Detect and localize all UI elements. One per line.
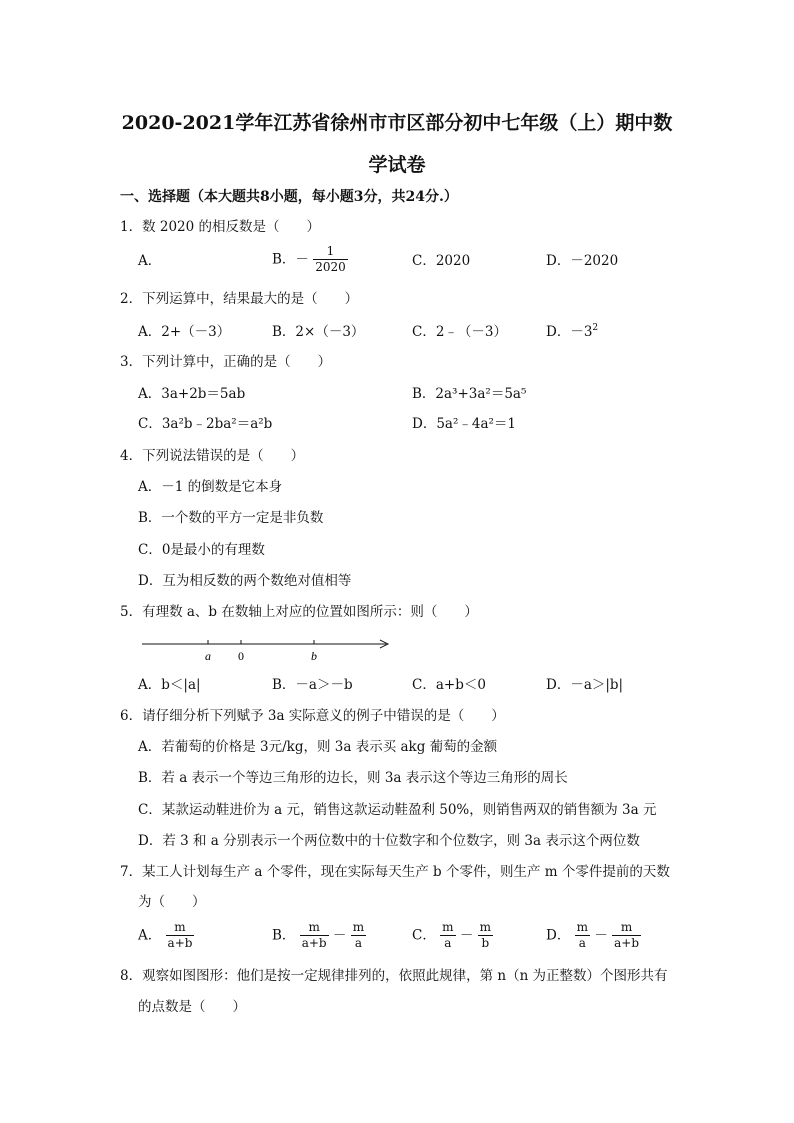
question-6-option-a: A．若葡萄的价格是 3元/kg，则 3a 表示买 akg 葡萄的金额 (138, 739, 498, 755)
question-6-stem: 6．请仔细分析下列赋予 3a 实际意义的例子中错误的是（ ） (120, 708, 505, 724)
fraction (612, 920, 641, 951)
question-5-option-a: A．b＜|a| (138, 677, 201, 693)
fraction-numerator: m (612, 920, 641, 936)
question-8-stem-line1: 8．观察如图图形：他们是按一定规律排列的，依照此规律，第 n（n 为正整数）个图形共有 (120, 968, 668, 984)
question-8-stem-line2: 的点数是（ ） (138, 999, 246, 1015)
question-2-option-c: C．2﹣（－3） (412, 324, 508, 340)
question-4-option-c: C．0是最小的有理数 (138, 542, 265, 558)
fraction-numerator: 1 (313, 244, 348, 260)
question-1-option-a: A． (138, 253, 162, 269)
option-letter: A． (138, 927, 162, 944)
question-5-option-c: C．a+b＜0 (412, 677, 486, 693)
label-b: b (311, 649, 317, 663)
exam-title-line2: 学试卷 (368, 154, 426, 176)
question-7-option-a (138, 920, 194, 951)
minus-sign: － (332, 927, 347, 944)
fraction-denominator: a (578, 936, 586, 950)
question-2-stem: 2．下列运算中，结果最大的是（ ） (120, 291, 359, 307)
question-6-option-b: B．若 a 表示一个等边三角形的边长，则 3a 表示这个等边三角形的周长 (138, 770, 568, 786)
section-heading: 一、选择题（本大题共8小题，每小题3分，共24分.） (120, 189, 458, 205)
label-zero: 0 (238, 649, 244, 663)
fraction-numerator: m (442, 920, 454, 934)
question-5-stem: 5．有理数 a、b 在数轴上对应的位置如图所示：则（ ） (120, 604, 478, 620)
fraction (166, 920, 195, 951)
fraction-denominator: a (444, 936, 452, 950)
fraction-denominator: a+b (301, 936, 327, 950)
question-3-option-d: D．5a²﹣4a²＝1 (412, 416, 517, 432)
question-6-option-d: D．若 3 和 a 分别表示一个两位数中的十位数字和个位数字，则 3a 表示这个两位数 (138, 833, 640, 849)
question-4-option-d: D．互为相反数的两个数绝对值相等 (138, 573, 352, 589)
question-3-option-c: C．3a²b﹣2ba²＝a²b (138, 416, 273, 432)
option-d-base: D．－3 (546, 324, 593, 340)
question-3-option-a: A．3a+2b＝5ab (138, 386, 246, 402)
fraction-denominator: b (481, 936, 490, 950)
fraction (300, 920, 329, 951)
question-6-option-c: C．某款运动鞋进价为 a 元，销售这款运动鞋盈利 50%，则销售两双的销售额为 3a 元 (138, 802, 657, 818)
question-5-option-b: B．－a＞－b (272, 677, 353, 693)
exam-title-line1: 2020-2021学年江苏省徐州市市区部分初中七年级（上）期中数 (121, 112, 673, 134)
question-4-option-a: A．－1 的倒数是它本身 (138, 479, 283, 495)
question-7-option-b (272, 920, 366, 951)
question-3-stem: 3．下列计算中，正确的是（ ） (120, 354, 332, 370)
question-1-option-d: D．－2020 (546, 253, 619, 269)
question-7-option-d (546, 920, 641, 951)
fraction-denominator: a+b (167, 936, 193, 950)
option-letter: C． (412, 927, 436, 944)
question-2-option-b: B．2×（－3） (272, 324, 365, 340)
question-4-option-b: B．一个数的平方一定是非负数 (138, 510, 324, 526)
question-5-option-d: D．－a＞|b| (546, 677, 624, 693)
question-7-stem-line1: 7．某工人计划每生产 a 个零件，现在实际每天生产 b 个零件，则生产 m 个零件提前的天数 (120, 864, 670, 880)
fraction-numerator: m (166, 920, 195, 936)
question-2-option-d (546, 323, 598, 341)
fraction-denominator: a (354, 936, 362, 950)
question-1-option-c: C．2020 (412, 253, 471, 269)
fraction-numerator: m (576, 920, 589, 934)
fraction (440, 920, 455, 951)
option-letter: B． (272, 927, 296, 944)
option-letter: D． (546, 927, 571, 944)
fraction (351, 920, 366, 951)
question-7-stem-line2: 为（ ） (138, 894, 206, 910)
minus-sign: － (594, 927, 608, 944)
minus-sign: － (459, 927, 474, 944)
fraction-denominator: 2020 (315, 260, 346, 274)
fraction-numerator: m (352, 920, 365, 934)
question-1-stem: 1．数 2020 的相反数是（ ） (120, 219, 321, 235)
question-3-option-b: B．2a³+3a²＝5a⁵ (412, 386, 527, 402)
fraction-numerator: m (479, 920, 492, 934)
option-b-prefix: B．－ (272, 251, 309, 268)
fraction (575, 920, 590, 951)
question-2-option-a: A．2+（－3） (138, 324, 231, 340)
fraction (478, 920, 493, 951)
label-a: a (205, 649, 211, 663)
question-1-option-b (272, 244, 348, 275)
fraction-denominator: a+b (614, 936, 639, 950)
question-4-stem: 4．下列说法错误的是（ ） (120, 448, 305, 464)
fraction (313, 244, 348, 275)
fraction-numerator: m (300, 920, 329, 936)
question-7-option-c (412, 920, 493, 951)
option-d-exponent: 2 (592, 323, 599, 333)
number-line-figure (140, 636, 392, 666)
